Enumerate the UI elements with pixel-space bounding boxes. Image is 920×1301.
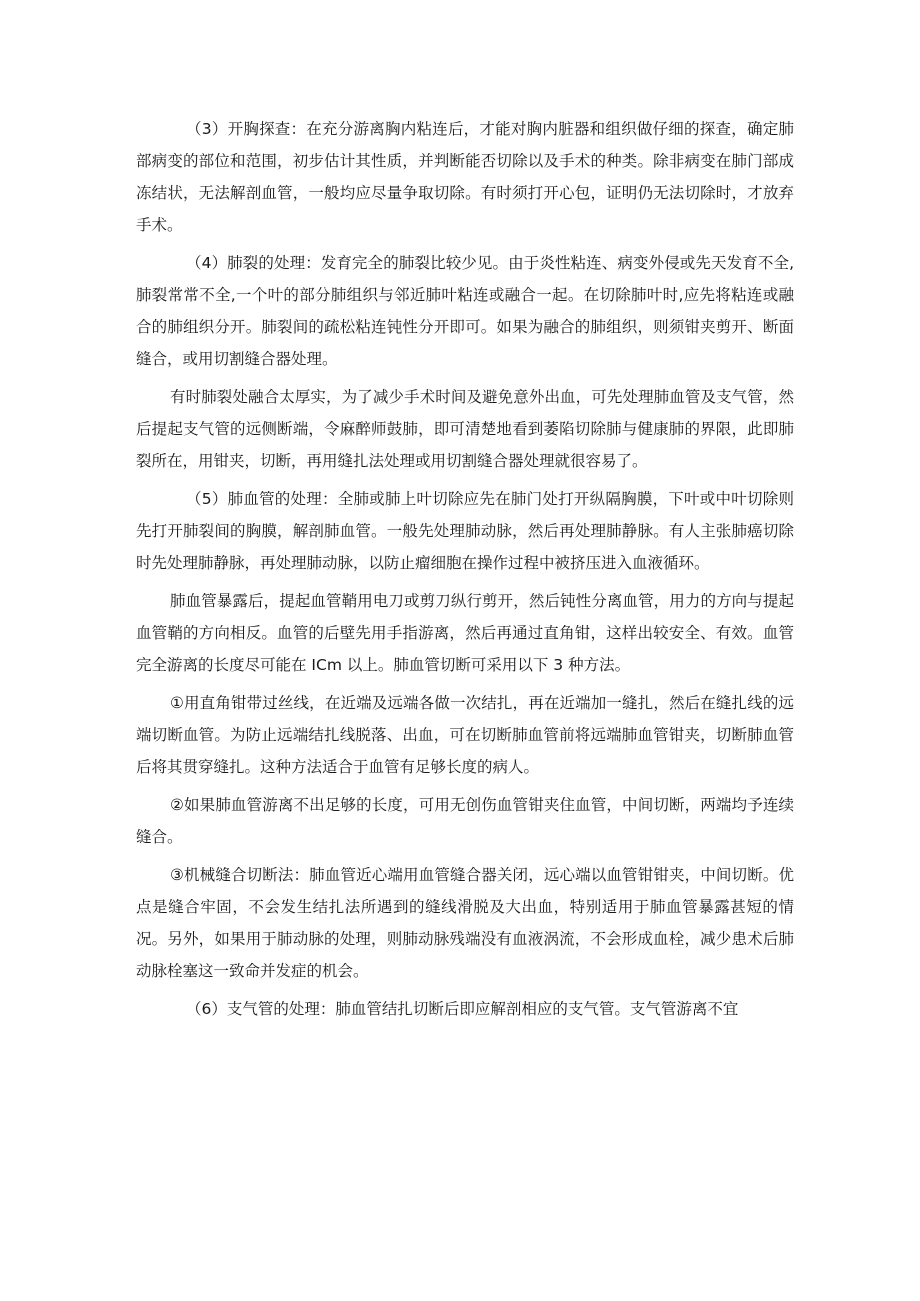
paragraph-pulmonary-vessel-handling: （5）肺血管的处理：全肺或肺上叶切除应先在肺门处打开纵隔胸膜，下叶或中叶切除则先打开肺裂间的胸膜，解剖肺血管。一般先处理肺动脉，然后再处理肺静脉。有人主张肺癌切除时先处理肺静脉，再处理肺动脉，以防止瘤细胞在操作过程中被挤压进入血液循环。 bbox=[136, 490, 794, 572]
document-body bbox=[136, 113, 794, 1031]
paragraph-bronchus-handling: （6）支气管的处理：肺血管结扎切断后即应解剖相应的支气管。支气管游离不宜 bbox=[186, 1000, 739, 1018]
paragraph-method-2: ②如果肺血管游离不出足够的长度，可用无创伤血管钳夹住血管，中间切断，两端均予连续缝合。 bbox=[136, 796, 794, 846]
paragraph-thick-fissure: 有时肺裂处融合太厚实，为了减少手术时间及避免意外出血，可先处理肺血管及支气管，然后提起支气管的远侧断端，令麻醉师鼓肺，即可清楚地看到萎陷切除肺与健康肺的界限，此即肺裂所在，用钳夹，切断，再用缝扎法处理或用切割缝合器处理就很容易了。 bbox=[136, 388, 794, 470]
paragraph-open-chest-exploration: （3）开胸探查：在充分游离胸内粘连后，才能对胸内脏器和组织做仔细的探查，确定肺部病变的部位和范围，初步估计其性质，并判断能否切除以及手术的种类。除非病变在肺门部成冻结状，无法解剖血管，一般均应尽量争取切除。有时须打开心包，证明仍无法切除时，才放弃手术。 bbox=[136, 120, 794, 234]
paragraph-lung-fissure-handling: （4）肺裂的处理：发育完全的肺裂比较少见。由于炎性粘连、病变外侵或先天发育不全,肺裂常常不全,一个叶的部分肺组织与邻近肺叶粘连或融合一起。在切除肺叶时,应先将粘连或融合的肺组织分开。肺裂间的疏松粘连钝性分开即可。如果为融合的肺组织，则须钳夹剪开、断面缝合，或用切割缝合器处理。 bbox=[136, 254, 794, 368]
paragraph-method-1: ①用直角钳带过丝线，在近端及远端各做一次结扎，再在近端加一缝扎，然后在缝扎线的远端切断血管。为防止远端结扎线脱落、出血，可在切断肺血管前将远端肺血管钳夹，切断肺血管后将其贯穿缝扎。这种方法适合于血管有足够长度的病人。 bbox=[136, 694, 794, 776]
paragraph-method-3: ③机械缝合切断法：肺血管近心端用血管缝合器关闭，远心端以血管钳钳夹，中间切断。优点是缝合牢固，不会发生结扎法所遇到的缝线滑脱及大出血，特别适用于肺血管暴露甚短的情况。另外，如果用于肺动脉的处理，则肺动脉残端没有血液涡流，不会形成血栓，减少患术后肺动脉栓塞这一致命并发症的机会。 bbox=[136, 866, 794, 980]
paragraph-vessel-exposure: 肺血管暴露后，提起血管鞘用电刀或剪刀纵行剪开，然后钝性分离血管，用力的方向与提起血管鞘的方向相反。血管的后壁先用手指游离，然后再通过直角钳，这样出较安全、有效。血管完全游离的长度尽可能在 ICm 以上。肺血管切断可采用以下 3 种方法。 bbox=[136, 592, 794, 674]
